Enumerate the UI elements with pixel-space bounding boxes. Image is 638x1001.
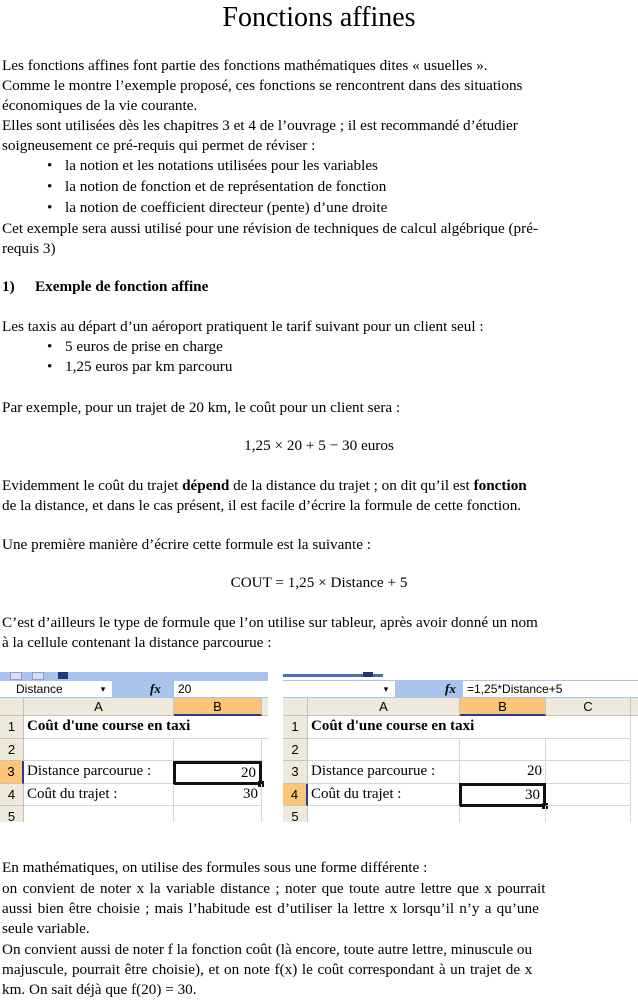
cell-b3[interactable]: 20: [460, 761, 546, 784]
math-line: En mathématiques, on utilise des formules sous une forme différente :: [2, 859, 428, 876]
toolbar-button[interactable]: [32, 672, 44, 680]
tableur-line: à la cellule contenant la distance parcourue :: [2, 634, 272, 651]
bullet-text: la notion de fonction et de représentation de fonction: [65, 178, 387, 195]
fx-icon: fx: [445, 681, 456, 696]
spreadsheet-right: [283, 672, 638, 822]
text: Evidemment le coût du trajet: [2, 477, 183, 494]
fx-icon: fx: [150, 681, 161, 696]
cell-b5[interactable]: [460, 806, 546, 822]
row-header[interactable]: 4: [283, 784, 308, 806]
cell-a2[interactable]: [24, 739, 174, 761]
cell-a2[interactable]: [308, 739, 460, 761]
bullet-text: la notion et les notations utilisées pour les variables: [65, 157, 378, 174]
column-header-c[interactable]: [262, 698, 268, 716]
name-box[interactable]: Distance: [0, 681, 96, 697]
bullet-icon: •: [47, 157, 53, 174]
intro-line: requis 3): [2, 240, 56, 257]
cout-formula: COUT = 1,25 × Distance + 5: [230, 574, 408, 591]
depend-line: de la distance, et dans le cas présent, il est facile d’écrire la formule de cette fonction.: [2, 497, 522, 514]
toolbar: [283, 672, 638, 680]
example-formula: 1,25 × 20 + 5 − 30 euros: [244, 437, 394, 454]
formula-input[interactable]: 20: [174, 681, 268, 697]
section-title: Exemple de fonction affine: [35, 278, 209, 295]
bullet-icon: •: [47, 178, 53, 195]
math-line: aussi bien être choisie ; mais l’habitude est d’utiliser la lettre x lorsqu’il n’y a qu’une: [2, 900, 539, 917]
math-line: On convient aussi de noter f la fonction coût (là encore, toute autre lettre, minuscule ou: [2, 941, 533, 958]
name-box[interactable]: [283, 681, 379, 697]
formula-input[interactable]: =1,25*Distance+5: [463, 681, 638, 697]
row-header[interactable]: 3: [283, 761, 308, 784]
tableur-line: C’est d’ailleurs le type de formule que l’on utilise sur tableur, après avoir donné un nom: [2, 614, 538, 631]
spreadsheet-left: [0, 672, 268, 822]
intro-line: Comme le montre l’exemple proposé, ces fonctions se rencontrent dans des situations: [2, 77, 523, 94]
intro-line: Elles sont utilisées dès les chapitres 3 et 4 de l’ouvrage ; il est recommandé d’étudier: [2, 117, 518, 134]
bullet-icon: •: [47, 358, 53, 375]
row-header[interactable]: 2: [0, 739, 24, 761]
cell-a4[interactable]: Coût du trajet :: [24, 784, 174, 806]
cell-a4[interactable]: Coût du trajet :: [308, 784, 460, 806]
cell-a5[interactable]: [24, 806, 174, 822]
cell-c1[interactable]: [546, 716, 631, 739]
cell-a1[interactable]: Coût d'une course en taxi: [24, 716, 268, 739]
toolbar-button[interactable]: [58, 672, 68, 679]
cell-a3[interactable]: Distance parcourue :: [24, 761, 174, 784]
row-header[interactable]: 3: [0, 761, 24, 784]
first-way: Une première manière d’écrire cette formule est la suivante :: [2, 536, 371, 553]
column-header-d[interactable]: [631, 698, 638, 716]
chevron-down-icon[interactable]: ▾: [94, 681, 112, 697]
cell-c4[interactable]: [546, 784, 631, 806]
cell-b2[interactable]: [174, 739, 262, 761]
cell-c5[interactable]: [546, 806, 631, 822]
page-title: Fonctions affines: [222, 2, 416, 33]
intro-line: soigneusement ce pré-requis qui permet de réviser :: [2, 137, 316, 154]
text: de la distance du trajet ; on dit qu’il est: [229, 477, 474, 494]
row-header[interactable]: 1: [0, 716, 24, 739]
cell-c2[interactable]: [546, 739, 631, 761]
row-header[interactable]: 5: [283, 806, 308, 822]
bullet-text: 1,25 euros par km parcouru: [65, 358, 233, 375]
bullet-text: 5 euros de prise en charge: [65, 338, 223, 355]
intro-line: Les fonctions affines font partie des fonctions mathématiques dites « usuelles ».: [2, 57, 488, 74]
section-number: 1): [2, 278, 15, 295]
cell-a5[interactable]: [308, 806, 460, 822]
cell-a1[interactable]: Coût d'une course en taxi: [308, 716, 546, 739]
cell-b5[interactable]: [174, 806, 262, 822]
example-intro: Par exemple, pour un trajet de 20 km, le coût pour un client sera :: [2, 399, 401, 416]
cell-a3[interactable]: Distance parcourue :: [308, 761, 460, 784]
bullet-icon: •: [47, 199, 53, 216]
row-header[interactable]: 2: [283, 739, 308, 761]
toolbar-button[interactable]: [363, 672, 373, 677]
cell-b3[interactable]: 20: [173, 761, 262, 785]
math-line: km. On sait déjà que f(20) = 30.: [2, 981, 197, 998]
formula-bar: [283, 680, 638, 698]
tarif-intro: Les taxis au départ d’un aéroport pratiquent le tarif suivant pour un client seul :: [2, 318, 484, 335]
column-header-a[interactable]: A: [308, 698, 460, 716]
math-line: majuscule, pourrait être choisie), et on note f(x) le coût correspondant à un trajet de x: [2, 961, 533, 978]
bold-text: dépend: [182, 477, 230, 494]
cell-b2[interactable]: [460, 739, 546, 761]
select-all-corner[interactable]: [283, 698, 308, 716]
section-heading: [2, 278, 208, 296]
bullet-text: la notion de coefficient directeur (pente) d’une droite: [65, 199, 388, 216]
depend-line: [2, 476, 527, 497]
row-header[interactable]: 1: [283, 716, 308, 739]
bullet-icon: •: [47, 338, 53, 355]
bold-text: fonction: [473, 477, 527, 494]
cell-b4[interactable]: 30: [174, 784, 262, 806]
row-header[interactable]: 5: [0, 806, 24, 822]
math-line: on convient de noter x la variable distance ; noter que toute autre lettre que x pourrait: [2, 880, 546, 897]
column-header-a[interactable]: A: [24, 698, 174, 716]
chevron-down-icon[interactable]: ▾: [377, 681, 395, 697]
formula-bar: [0, 680, 268, 698]
column-header-b[interactable]: B: [174, 698, 262, 716]
cell-c3[interactable]: [546, 761, 631, 784]
cell-b4[interactable]: 30: [459, 783, 546, 807]
row-header[interactable]: 4: [0, 784, 24, 806]
column-header-b[interactable]: B: [460, 698, 546, 716]
intro-line: économiques de la vie courante.: [2, 97, 198, 114]
toolbar: [0, 672, 268, 680]
intro-line: Cet exemple sera aussi utilisé pour une révision de techniques de calcul algébrique (pré-: [2, 220, 539, 237]
toolbar-button[interactable]: [10, 672, 22, 680]
select-all-corner[interactable]: [0, 698, 24, 716]
math-line: seule variable.: [2, 920, 90, 937]
column-header-c[interactable]: C: [546, 698, 631, 716]
